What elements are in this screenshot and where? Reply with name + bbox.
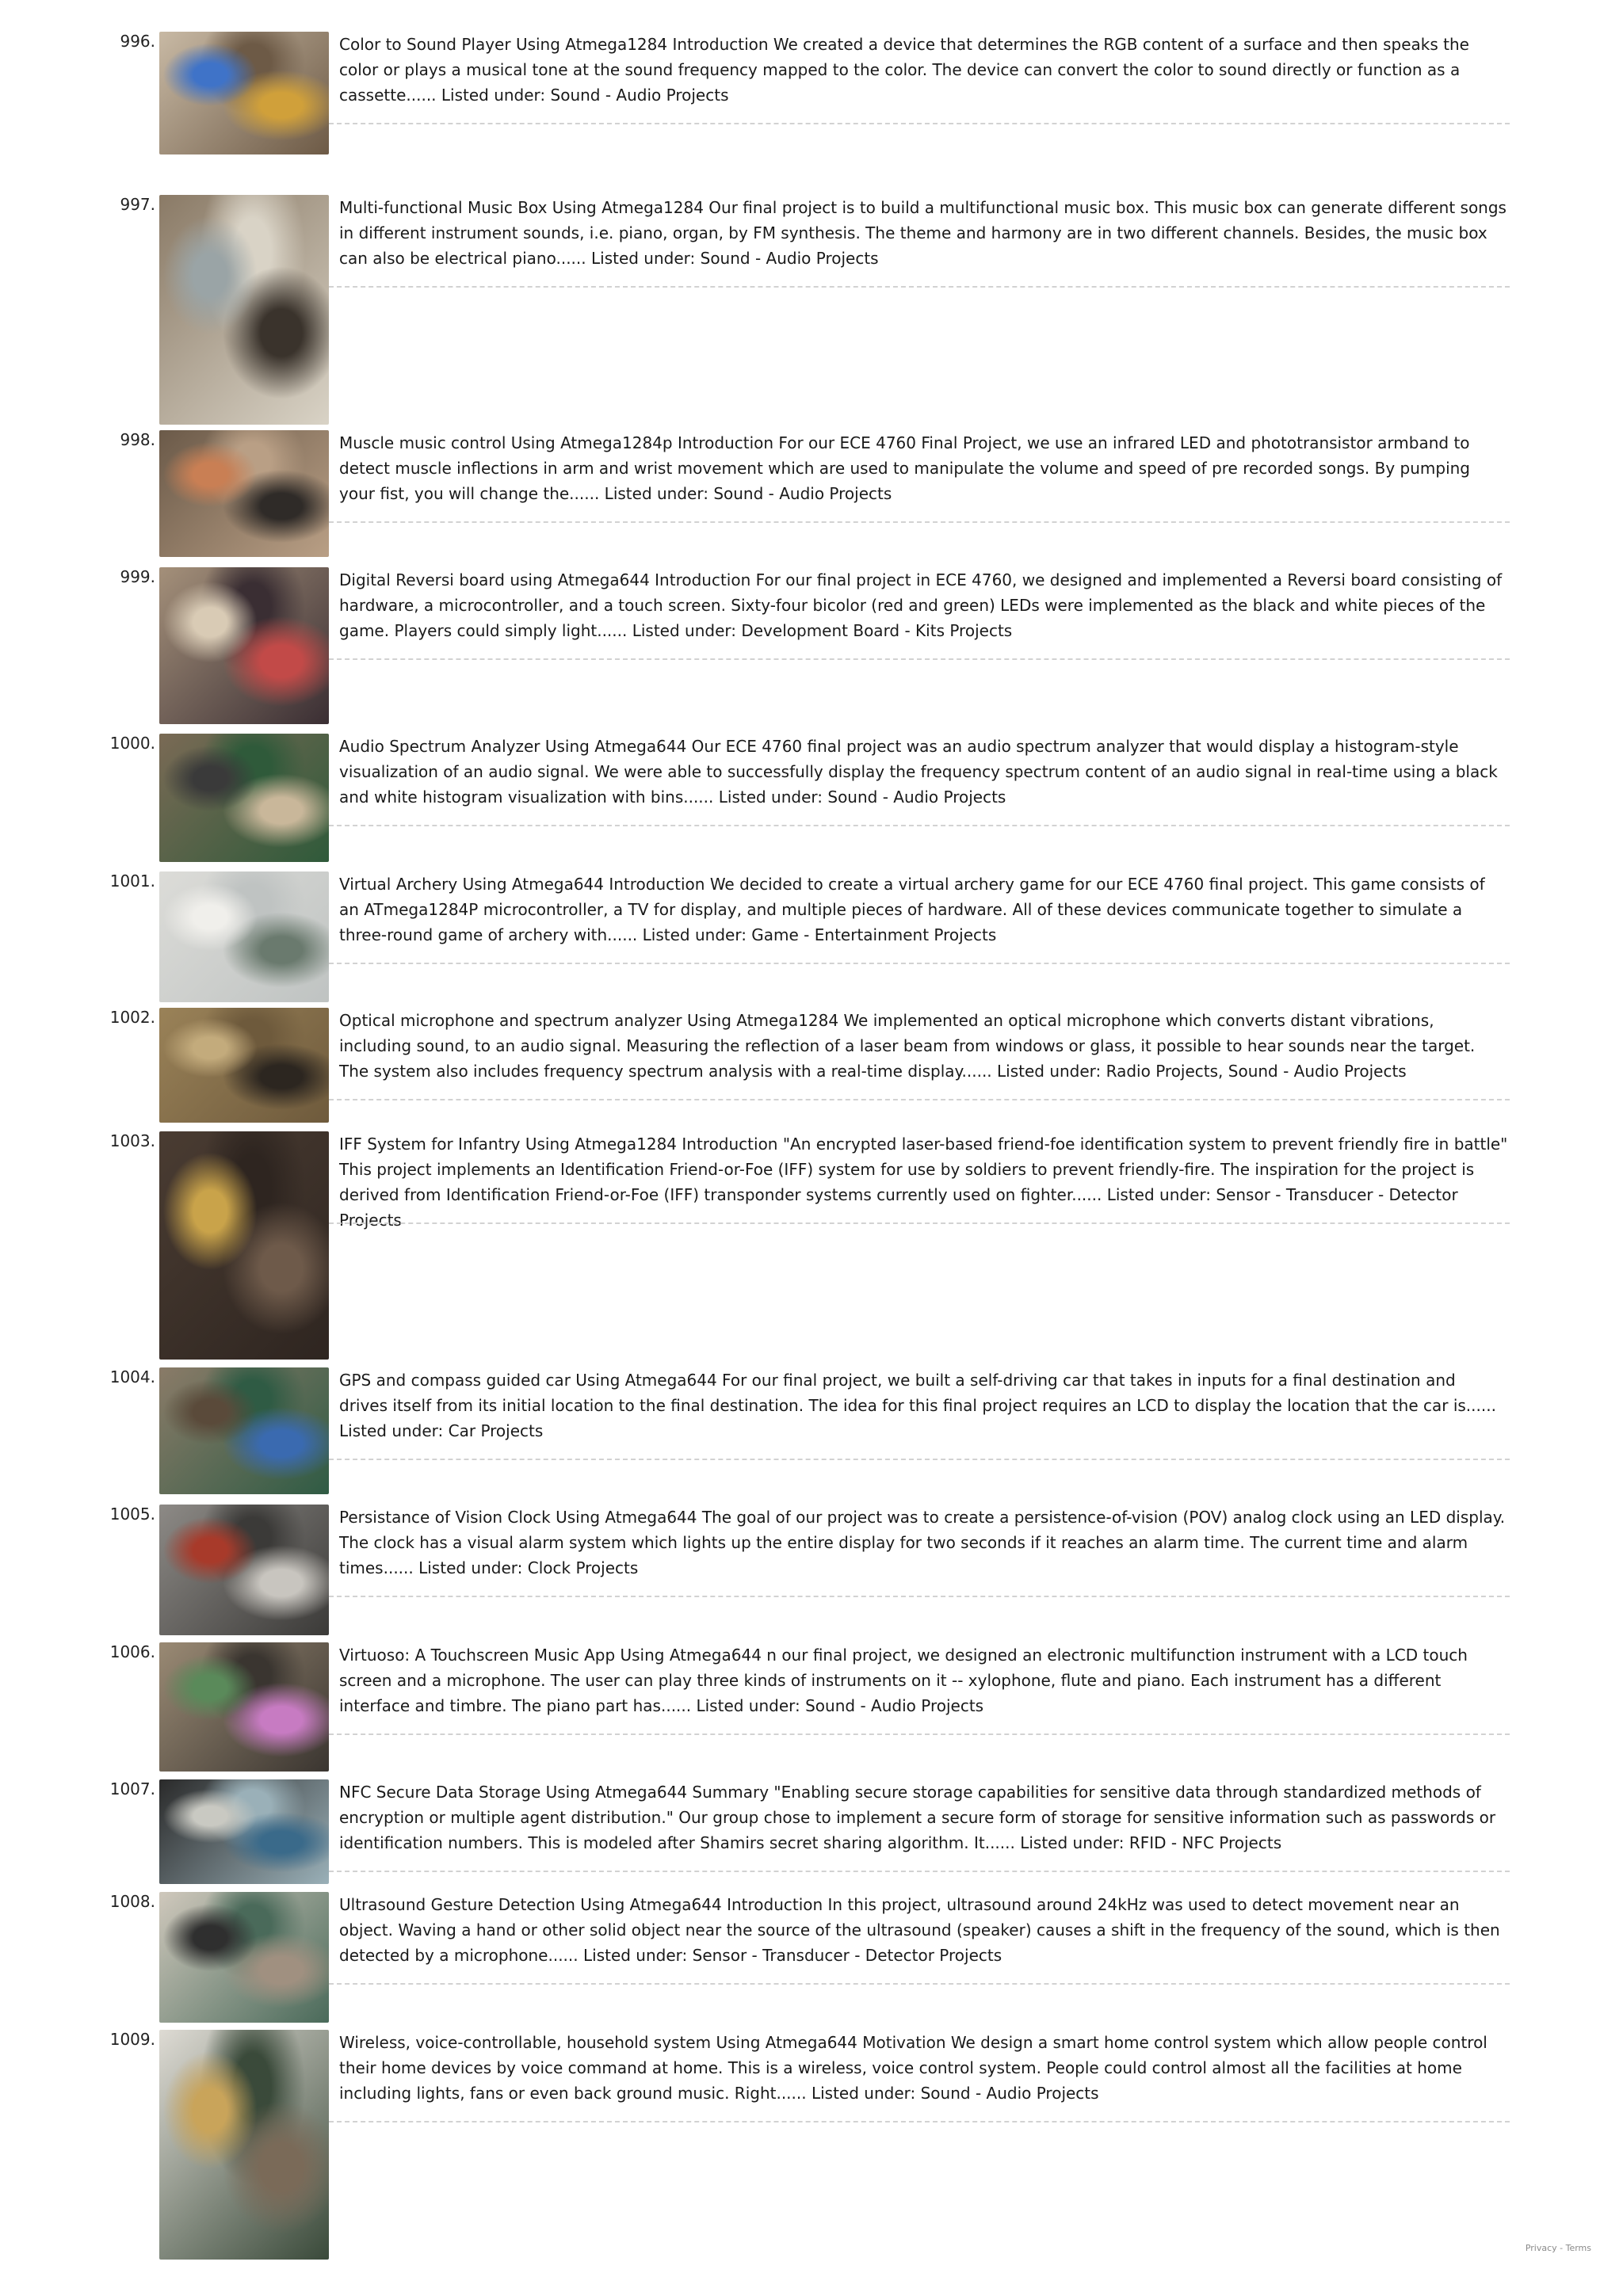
- list-item: [0, 864, 1623, 1010]
- list-item: [0, 24, 1623, 162]
- project-thumbnail[interactable]: [159, 1008, 329, 1123]
- project-summary[interactable]: Color to Sound Player Using Atmega1284 Introduction We created a device that determines the RGB content of a surface and then speaks the color or plays a musical tone at the sound frequency mapped to the color. The device can convert the color to sound directly or function as a cassette...... Listed under: Sound - Audio Projects: [339, 35, 1469, 105]
- list-item: [0, 559, 1623, 732]
- item-divider: [329, 825, 1510, 826]
- list-item: [0, 422, 1623, 565]
- item-divider: [329, 1983, 1510, 1985]
- project-summary[interactable]: Audio Spectrum Analyzer Using Atmega644 Our ECE 4760 final project was an audio spectrum analyzer that would display a histogram-style visualization of an audio signal. We were able to successfully display the frequency spectrum content of an audio signal in real-time using a black and white histogram visualization with bins...... Listed under: Sound - Audio Projects: [339, 737, 1498, 807]
- item-divider: [329, 1222, 1510, 1224]
- project-thumbnail[interactable]: [159, 1367, 329, 1494]
- item-number: 1001.: [109, 871, 155, 891]
- item-number: 1008.: [109, 1892, 155, 1911]
- item-divider: [329, 286, 1510, 288]
- item-divider: [329, 2121, 1510, 2122]
- project-thumbnail[interactable]: [159, 734, 329, 862]
- project-summary[interactable]: Persistance of Vision Clock Using Atmega644 The goal of our project was to create a persistence-of-vision (POV) analog clock using an LED display. The clock has a visual alarm system which lights up the entire display for two seconds if it reaches an alarm time. The current time and alarm times...... Listed under: Clock Projects: [339, 1508, 1506, 1577]
- item-number: 1007.: [109, 1779, 155, 1798]
- item-number: 1009.: [109, 2030, 155, 2049]
- project-summary[interactable]: Digital Reversi board using Atmega644 Introduction For our final project in ECE 4760, we designed and implemented a Reversi board consisting of hardware, a microcontroller, and a touch screen. Sixty-four bicolor (red and green) LEDs were implemented as the black and white pieces of the game. Players could simply light...... Listed under: Development Board - Kits Projects: [339, 570, 1503, 640]
- item-number: 1004.: [109, 1367, 155, 1386]
- item-divider: [329, 963, 1510, 964]
- list-item: [0, 1497, 1623, 1643]
- list-item: [0, 187, 1623, 433]
- item-divider: [329, 1459, 1510, 1460]
- item-number: 1006.: [109, 1642, 155, 1661]
- project-summary[interactable]: IFF System for Infantry Using Atmega1284 Introduction "An encrypted laser-based friend-foe identification system to prevent friendly fire in battle" This project implements an Identification Friend-or-Foe (IFF) system for use by soldiers to prevent friendly-fire. The inspiration for the project is derived from Identification Friend-or-Foe (IFF) transponder systems currently used on fighter...... Listed under: Sensor - Transducer - Detector Projects: [339, 1135, 1508, 1230]
- project-summary[interactable]: Ultrasound Gesture Detection Using Atmega644 Introduction In this project, ultrasound around 24kHz was used to detect movement near an object. Waving a hand or other solid object near the source of the ultrasound (speaker) causes a shift in the frequency of the sound, which is then detected by a microphone...... Listed under: Sensor - Transducer - Detector Projects: [339, 1895, 1500, 1965]
- list-item: [0, 1123, 1623, 1367]
- project-summary[interactable]: GPS and compass guided car Using Atmega644 For our final project, we built a self-driving car that takes in inputs for a final destination and drives itself from its initial location to the final destination. The idea for this final project requires an LCD to display the location that the car is...... Listed under: Car Projects: [339, 1371, 1496, 1440]
- project-thumbnail[interactable]: [159, 32, 329, 154]
- list-item: [0, 1360, 1623, 1502]
- item-divider: [329, 1871, 1510, 1872]
- privacy-terms-links[interactable]: Privacy - Terms: [1525, 2243, 1591, 2253]
- list-item: [0, 1772, 1623, 1892]
- item-divider: [329, 658, 1510, 660]
- list-item: [0, 1000, 1623, 1131]
- item-divider: [329, 1099, 1510, 1100]
- list-item: [0, 2022, 1623, 2267]
- item-number: 998.: [120, 430, 155, 449]
- project-summary[interactable]: Optical microphone and spectrum analyzer Using Atmega1284 We implemented an optical microphone which converts distant vibrations, including sound, to an audio signal. Measuring the reflection of a laser beam from windows or glass, it possible to hear sounds near the target. The system also includes frequency spectrum analysis with a real-time display...... Listed under: Radio Projects, Sound - Audio Projects: [339, 1011, 1476, 1081]
- project-thumbnail[interactable]: [159, 1779, 329, 1884]
- item-divider: [329, 1733, 1510, 1735]
- project-summary[interactable]: Virtuoso: A Touchscreen Music App Using Atmega644 n our final project, we designed an electronic multifunction instrument with a LCD touch screen and a microphone. The user can play three kinds of instruments on it -- xylophone, flute and piano. Each instrument has a different interface and timbre. The piano part has...... Listed under: Sound - Audio Projects: [339, 1646, 1468, 1715]
- project-thumbnail[interactable]: [159, 195, 329, 425]
- project-thumbnail[interactable]: [159, 567, 329, 724]
- project-thumbnail[interactable]: [159, 1505, 329, 1635]
- item-number: 996.: [120, 32, 155, 51]
- list-item: [0, 1634, 1623, 1779]
- project-summary[interactable]: Wireless, voice-controllable, household system Using Atmega644 Motivation We design a smart home control system which allow people control their home devices by voice command at home. This is a wireless, voice control system. People could control almost all the facilities at home including lights, fans or even back ground music. Right...... Listed under: Sound - Audio Projects: [339, 2033, 1487, 2103]
- list-item: [0, 1884, 1623, 2031]
- item-number: 999.: [120, 567, 155, 586]
- item-number: 1002.: [109, 1008, 155, 1027]
- project-thumbnail[interactable]: [159, 1642, 329, 1772]
- project-summary[interactable]: NFC Secure Data Storage Using Atmega644 Summary "Enabling secure storage capabilities for sensitive data through standardized methods of encryption or multiple agent distribution." Our group chose to implement a secure form of storage for sensitive information such as passwords or identification numbers. This is modeled after Shamirs secret sharing algorithm. It...... Listed under: RFID - NFC Projects: [339, 1783, 1496, 1852]
- project-summary[interactable]: Muscle music control Using Atmega1284p Introduction For our ECE 4760 Final Project, we use an infrared LED and phototransistor armband to detect muscle inflections in arm and wrist movement which are used to manipulate the volume and speed of pre recorded songs. By pumping your fist, you will change the...... Listed under: Sound - Audio Projects: [339, 433, 1471, 503]
- project-thumbnail[interactable]: [159, 1131, 329, 1360]
- project-summary[interactable]: Multi-functional Music Box Using Atmega1284 Our final project is to build a multifunctional music box. This music box can generate different songs in different instrument sounds, i.e. piano, organ, by FM synthesis. The theme and harmony are in two different channels. Besides, the music box can also be electrical piano...... Listed under: Sound - Audio Projects: [339, 198, 1507, 268]
- item-number: 1005.: [109, 1505, 155, 1524]
- item-number: 1000.: [109, 734, 155, 753]
- project-thumbnail[interactable]: [159, 1892, 329, 2023]
- item-divider: [329, 521, 1510, 523]
- project-thumbnail[interactable]: [159, 430, 329, 557]
- project-thumbnail[interactable]: [159, 871, 329, 1002]
- item-number: 997.: [120, 195, 155, 214]
- list-item: [0, 726, 1623, 870]
- project-thumbnail[interactable]: [159, 2030, 329, 2260]
- project-summary[interactable]: Virtual Archery Using Atmega644 Introduction We decided to create a virtual archery game for our ECE 4760 final project. This game consists of an ATmega1284P microcontroller, a TV for display, and multiple pieces of hardware. All of these devices communicate together to simulate a three-round game of archery with...... Listed under: Game - Entertainment Projects: [339, 875, 1485, 944]
- item-divider: [329, 1596, 1510, 1597]
- item-divider: [329, 123, 1510, 124]
- item-number: 1003.: [109, 1131, 155, 1150]
